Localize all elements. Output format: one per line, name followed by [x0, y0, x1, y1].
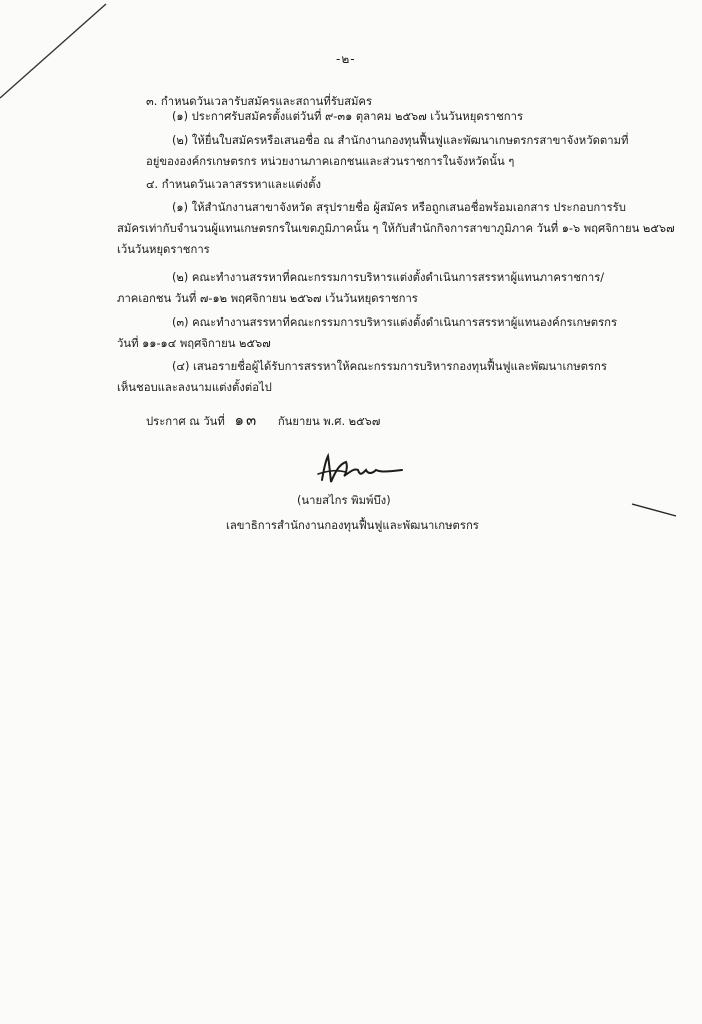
signatory-position: เลขาธิการสำนักงานกองทุนฟื้นฟูและพัฒนาเกษตรกร	[226, 519, 479, 532]
section-4-item-1-line-1: (๑) ให้สำนักงานสาขาจังหวัด สรุปรายชื่อ ผู้สมัคร หรือถูกเสนอชื่อพร้อมเอกสาร ประกอบการรับ	[172, 201, 626, 214]
handwritten-signature	[316, 450, 406, 490]
announcement-month-year: กันยายน พ.ศ. ๒๕๖๗	[277, 415, 381, 428]
folded-corner-mark	[0, 0, 110, 100]
section-3-item-2-line-2: อยู่ขององค์กรเกษตรกร หน่วยงานภาคเอกชนและส่วนราชการในจังหวัดนั้น ๆ	[146, 155, 515, 168]
section-4-item-2-line-1: (๒) คณะทำงานสรรหาที่คณะกรรมการบริหารแต่งตั้งดำเนินการสรรหาผู้แทนภาคราชการ/	[172, 271, 605, 284]
announcement-day: ๑๓	[234, 411, 259, 429]
announcement-date	[146, 413, 380, 429]
section-4-item-3-line-2: วันที่ ๑๑-๑๔ พฤศจิกายน ๒๕๖๗	[117, 337, 271, 350]
stray-pen-mark	[630, 500, 678, 520]
signatory-name: (นายสไกร พิมพ์บึง)	[297, 494, 391, 507]
section-3-item-2-line-1: (๒) ให้ยื่นใบสมัครหรือเสนอชื่อ ณ สำนักงานกองทุนฟื้นฟูและพัฒนาเกษตรกรสาขาจังหวัดตามที่	[172, 134, 629, 147]
section-4-item-1-line-2: สมัครเท่ากับจำนวนผู้แทนเกษตรกรในเขตภูมิภาคนั้น ๆ ให้กับสำนักกิจการสาขาภูมิภาค วันที่ ๑-๖ พฤศจิกายน ๒๕๖๗	[117, 222, 675, 235]
page-number: -๒-	[336, 52, 356, 66]
announcement-prefix: ประกาศ ณ วันที่	[146, 415, 225, 428]
section-3-heading: ๓. กำหนดวันเวลารับสมัครและสถานที่รับสมัคร	[146, 95, 373, 108]
section-4-item-4-line-1: (๔) เสนอรายชื่อผู้ได้รับการสรรหาให้คณะกรรมการบริหารกองทุนฟื้นฟูและพัฒนาเกษตรกร	[172, 360, 607, 373]
section-4-item-2-line-2: ภาคเอกชน วันที่ ๗-๑๒ พฤศจิกายน ๒๕๖๗ เว้นวันหยุดราชการ	[117, 292, 418, 305]
section-4-item-1-line-3: เว้นวันหยุดราชการ	[117, 243, 210, 256]
section-4-item-3-line-1: (๓) คณะทำงานสรรหาที่คณะกรรมการบริหารแต่งตั้งดำเนินการสรรหาผู้แทนองค์กรเกษตรกร	[172, 316, 618, 329]
section-3-item-1: (๑) ประกาศรับสมัครตั้งแต่วันที่ ๙-๓๑ ตุลาคม ๒๕๖๗ เว้นวันหยุดราชการ	[172, 110, 524, 123]
section-4-heading: ๔. กำหนดวันเวลาสรรหาและแต่งตั้ง	[146, 178, 322, 191]
section-4-item-4-line-2: เห็นชอบและลงนามแต่งตั้งต่อไป	[117, 381, 272, 394]
